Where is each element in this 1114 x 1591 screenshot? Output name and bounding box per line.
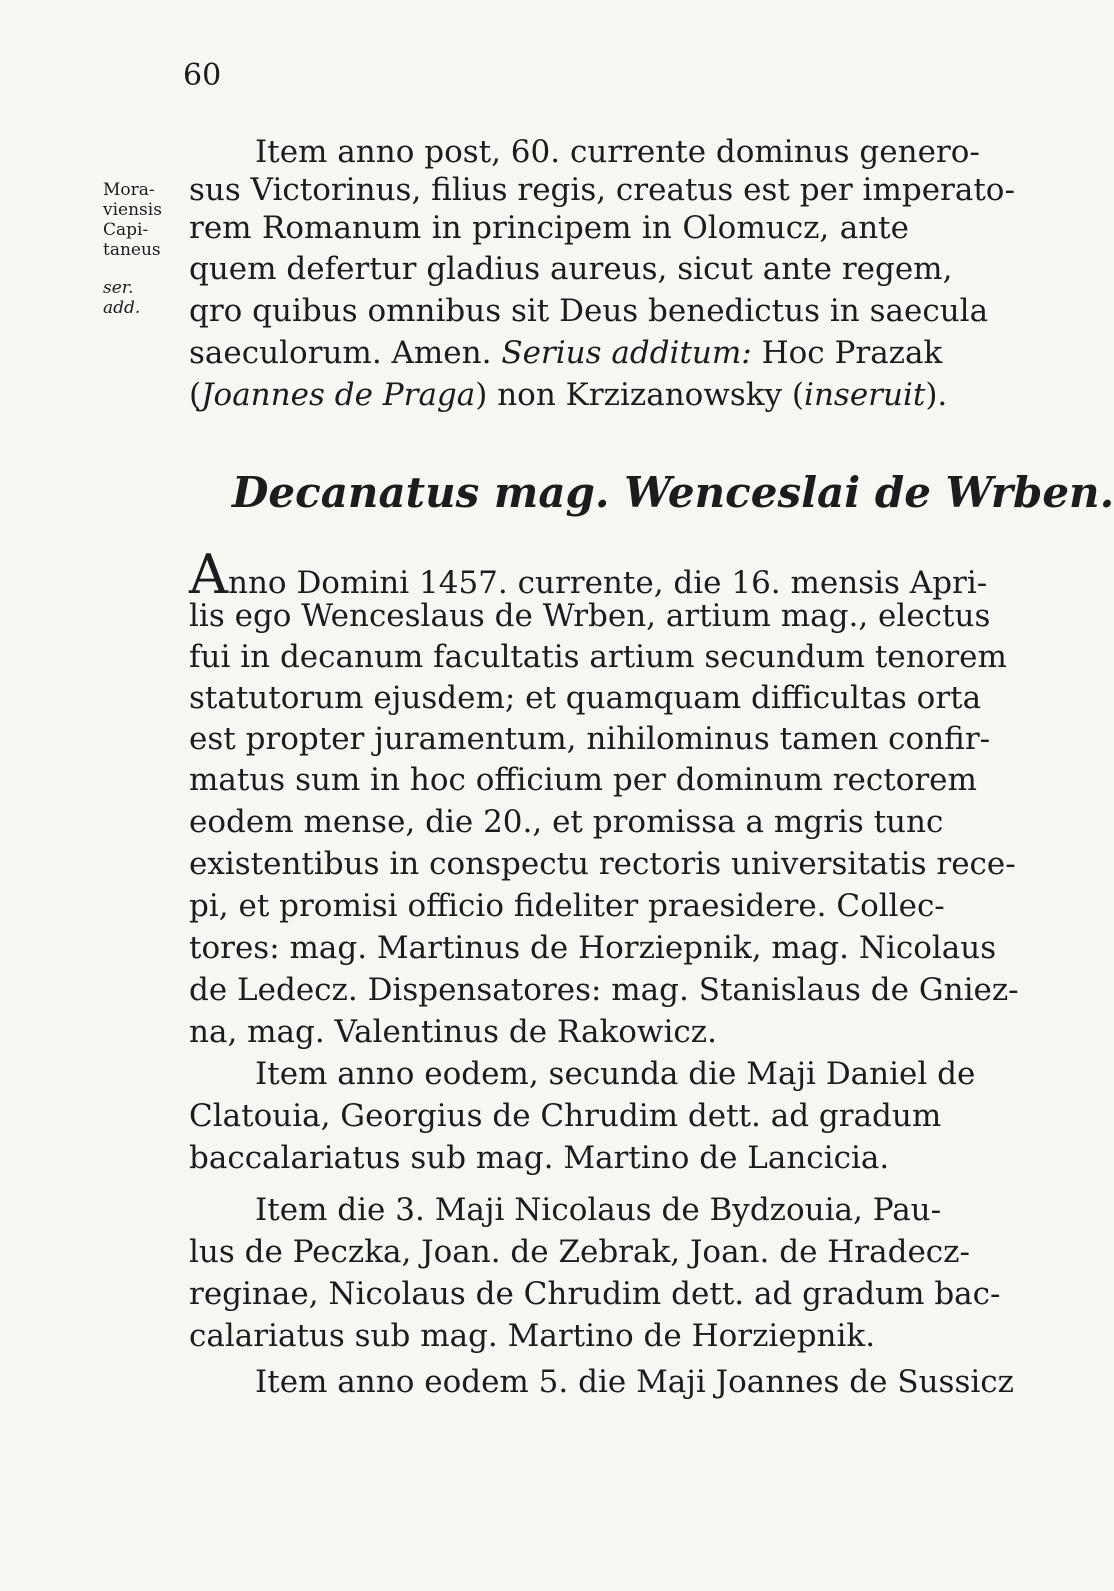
margin-note bbox=[103, 180, 183, 318]
margin-note-line: Capi- bbox=[103, 220, 149, 240]
text-line: baccalariatus sub mag. Martino de Lancicia. bbox=[189, 1140, 890, 1176]
text-line: est propter juramentum, nihilominus tamen confir- bbox=[189, 721, 991, 757]
margin-note-line: add. bbox=[103, 298, 141, 318]
text-line: na, mag. Valentinus de Rakowicz. bbox=[189, 1014, 717, 1050]
text-line: reginae, Nicolaus de Chrudim dett. ad gradum bac- bbox=[189, 1276, 1001, 1312]
text-line: quem defertur gladius aureus, sicut ante regem, bbox=[189, 251, 953, 287]
text-line: eodem mense, die 20., et promissa a mgris tunc bbox=[189, 804, 944, 840]
text-line: Item anno eodem 5. die Maji Joannes de Sussicz bbox=[255, 1364, 1014, 1400]
text-line: lus de Peczka, Joan. de Zebrak, Joan. de Hradecz- bbox=[189, 1234, 970, 1270]
text-span: ). bbox=[925, 377, 948, 413]
margin-note-line: viensis bbox=[103, 200, 162, 220]
text-line: Item die 3. Maji Nicolaus de Bydzouia, Pau- bbox=[255, 1192, 942, 1228]
text-line: Clatouia, Georgius de Chrudim dett. ad gradum bbox=[189, 1098, 942, 1134]
section-heading: Decanatus mag. Wenceslai de Wrben. bbox=[232, 468, 1114, 517]
text-span: ( bbox=[189, 377, 202, 413]
text-line: fui in decanum facultatis artium secundum tenorem bbox=[189, 639, 1007, 675]
text-line: matus sum in hoc officium per dominum rectorem bbox=[189, 762, 977, 798]
editorial-note: inseruit bbox=[804, 377, 926, 413]
text-line: tores: mag. Martinus de Horziepnik, mag. Nicolaus bbox=[189, 930, 997, 966]
text-line: rem Romanum in principem in Olomucz, ante bbox=[189, 210, 909, 246]
editorial-note: Joannes de Praga bbox=[201, 377, 476, 413]
text-span: saeculorum. Amen. bbox=[189, 335, 492, 371]
initial-letter: A bbox=[189, 543, 228, 606]
margin-note-line: Mora- bbox=[103, 180, 155, 200]
text-span: ) non Krzizanowsky ( bbox=[475, 377, 805, 413]
text-line: statutorum ejusdem; et quamquam difficultas orta bbox=[189, 680, 982, 716]
text-line: Item anno eodem, secunda die Maji Daniel de bbox=[255, 1056, 976, 1092]
text-span: nno Domini 1457. currente, die 16. mensis Apri- bbox=[228, 565, 988, 601]
text-line bbox=[189, 373, 948, 417]
text-line: qro quibus omnibus sit Deus benedictus in saecula bbox=[189, 293, 989, 329]
text-line: lis ego Wenceslaus de Wrben, artium mag., electus bbox=[189, 598, 991, 634]
editorial-note: Serius additum: bbox=[501, 335, 752, 371]
margin-note-line: ser. bbox=[103, 278, 134, 298]
text-span: Hoc Prazak bbox=[761, 335, 943, 371]
margin-note-line: taneus bbox=[103, 240, 161, 260]
text-line bbox=[189, 543, 988, 606]
text-line bbox=[189, 331, 943, 375]
text-line: sus Victorinus, filius regis, creatus est per imperato- bbox=[189, 172, 1015, 208]
page-number: 60 bbox=[183, 58, 222, 93]
text-line: existentibus in conspectu rectoris universitatis rece- bbox=[189, 846, 1016, 882]
text-line: calariatus sub mag. Martino de Horziepnik. bbox=[189, 1318, 876, 1354]
text-line: Item anno post, 60. currente dominus genero- bbox=[255, 134, 980, 170]
text-line: pi, et promisi officio fideliter praesidere. Collec- bbox=[189, 888, 945, 924]
text-line: de Ledecz. Dispensatores: mag. Stanislaus de Gniez- bbox=[189, 972, 1019, 1008]
